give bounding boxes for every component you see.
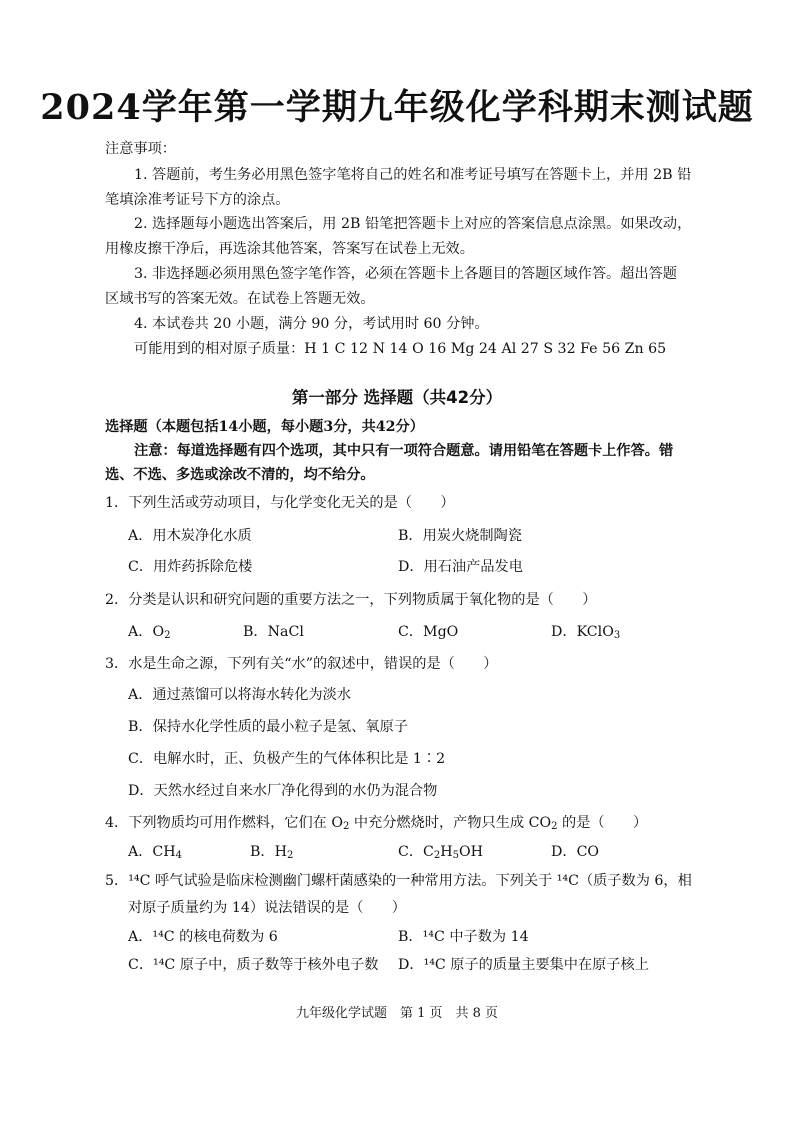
page-footer: 九年级化学试题 第 1 页 共 8 页 xyxy=(295,1006,499,1021)
q4-option-a: A．$CH_4$ xyxy=(128,844,183,861)
q3-stem: 3．水是生命之源，下列有关“水”的叙述中，错误的是（ ） xyxy=(105,656,498,672)
note-1-line-2: 笔填涂准考证号下方的涂点。 xyxy=(105,192,290,208)
q5-stem-line-2: 对原子质量约为 14）说法错误的是（ ） xyxy=(128,900,406,916)
q5-option-b: B．¹⁴C 中子数为 14 xyxy=(398,929,529,945)
q1-option-b: B．用炭火烧制陶瓷 xyxy=(398,528,522,544)
section-title: 第一部分 选择题（共42分） xyxy=(291,388,503,407)
note-2-line-2: 用橡皮擦干净后，再选涂其他答案，答案写在试卷上无效。 xyxy=(105,241,474,257)
q1-stem: 1．下列生活或劳动项目，与化学变化无关的是（ ） xyxy=(105,495,455,511)
note-4: 4. 本试卷共 20 小题，满分 90 分，考试用时 60 分钟。 xyxy=(134,316,489,332)
q5-stem-line-1: 5．¹⁴C 呼气试验是临床检测幽门螺杆菌感染的一种常用方法。下列关于 ¹⁴C（质子数为 6，相 xyxy=(105,873,692,889)
q3-option-a: A．通过蒸馏可以将海水转化为淡水 xyxy=(128,687,352,703)
note-3-line-1: 3. 非选择题必须用黑色签字笔作答，必须在答题卡上各题目的答题区域作答。超出答题 xyxy=(134,266,677,282)
q1-option-a: A．用木炭净化水质 xyxy=(128,528,252,544)
exam-title: 2024学年第一学期九年级化学科期末测试题 xyxy=(40,87,754,128)
q5-option-d: D．¹⁴C 原子的质量主要集中在原子核上 xyxy=(398,957,649,973)
q1-option-c: C．用炸药拆除危楼 xyxy=(128,559,253,575)
q4-stem: 4．下列物质均可用作燃料，它们在 $O_2$ 中充分燃烧时，产物只生成 $CO_2$ 的是（ ） xyxy=(105,815,648,832)
note-1-line-1: 1. 答题前，考生务必用黑色签字笔将自己的姓名和准考证号填写在答题卡上，并用 2B 铅 xyxy=(134,167,692,183)
note-3-line-2: 区域书写的答案无效。在试卷上答题无效。 xyxy=(105,291,375,307)
section-note-line-2: 选、不选、多选或涂改不清的，均不给分。 xyxy=(105,467,375,483)
q3-option-c: C．电解水时，正、负极产生的气体体积比是 1∶2 xyxy=(128,751,446,767)
q4-option-b: B．$H_2$ xyxy=(250,844,294,861)
q2-stem: 2．分类是认识和研究问题的重要方法之一，下列物质属于氧化物的是（ ） xyxy=(105,592,597,608)
section-intro: 选择题（本题包括14小题，每小题3分，共42分） xyxy=(105,419,424,435)
q2-option-c: C．MgO xyxy=(398,624,459,640)
q2-option-b: B．NaCl xyxy=(243,624,304,640)
atomic-masses: 可能用到的相对原子质量：H 1 C 12 N 14 O 16 Mg 24 Al 27 S 32 Fe 56 Zn 65 xyxy=(134,341,667,357)
q3-option-d: D．天然水经过自来水厂净化得到的水仍为混合物 xyxy=(128,783,438,799)
note-2-line-1: 2. 选择题每小题选出答案后，用 2B 铅笔把答题卡上对应的答案信息点涂黑。如果改动， xyxy=(134,216,692,232)
q1-option-d: D．用石油产品发电 xyxy=(398,559,523,575)
q4-option-d: D．CO xyxy=(551,844,600,860)
q2-option-a: A．$O_2$ xyxy=(128,624,171,641)
q4-option-c: C．$C_2H_5OH$ xyxy=(398,844,484,861)
notes-heading: 注意事项： xyxy=(105,141,176,157)
q3-option-b: B．保持水化学性质的最小粒子是氢、氧原子 xyxy=(128,719,408,735)
q5-option-a: A．¹⁴C 的核电荷数为 6 xyxy=(128,929,278,945)
section-note-line-1: 注意：每道选择题有四个选项，其中只有一项符合题意。请用铅笔在答题卡上作答。错 xyxy=(134,443,674,459)
q5-option-c: C．¹⁴C 原子中，质子数等于核外电子数 xyxy=(128,957,379,973)
q2-option-d: D．KClO$_3$ xyxy=(551,624,621,641)
